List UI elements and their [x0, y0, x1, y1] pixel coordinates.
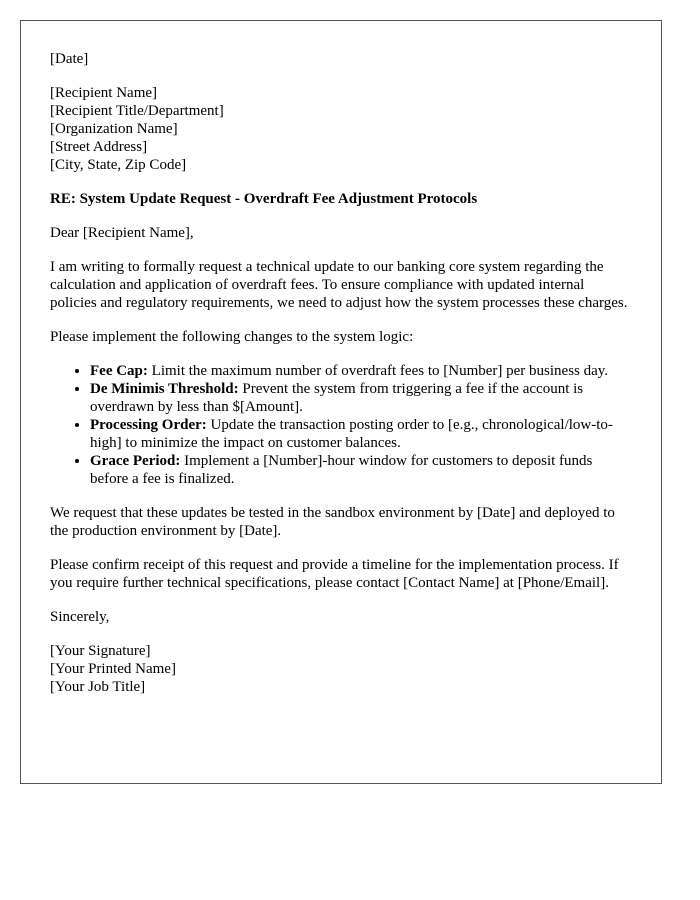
- list-item: [90, 416, 632, 452]
- recipient-organization: [Organization Name]: [50, 121, 178, 137]
- list-item-text: Update the transaction posting order to [e.g., chronological/low-to-high] to minimize the impact on customer balances.: [90, 417, 613, 451]
- recipient-street: [Street Address]: [50, 139, 148, 155]
- list-item: [90, 362, 632, 380]
- list-intro-paragraph: Please implement the following changes to the system logic:: [50, 329, 414, 345]
- list-item-text: Limit the maximum number of overdraft fees to [Number] per business day.: [147, 363, 609, 379]
- list-item: [90, 380, 632, 416]
- job-title: [Your Job Title]: [50, 679, 146, 695]
- recipient-city: [City, State, Zip Code]: [50, 157, 187, 173]
- list-item-term: Processing Order:: [90, 417, 207, 433]
- list-item-term: De Minimis Threshold:: [90, 381, 239, 397]
- letter-date: [Date]: [50, 51, 89, 67]
- signature-placeholder: [Your Signature]: [50, 643, 151, 659]
- intro-paragraph: I am writing to formally request a technical update to our banking core system regarding the calculation and application of overdraft fees. To ensure compliance with updated internal policies and regulatory requirements, we need to adjust how the system processes these charges.: [50, 259, 628, 311]
- list-item-term: Fee Cap:: [90, 363, 148, 379]
- list-item: [90, 452, 632, 488]
- recipient-name: [Recipient Name]: [50, 85, 158, 101]
- confirm-paragraph: Please confirm receipt of this request and provide a timeline for the implementation process. If you require further technical specifications, please contact [Contact Name] at [Phone/Email].: [50, 557, 619, 591]
- closing: Sincerely,: [50, 609, 110, 625]
- testing-paragraph: We request that these updates be tested in the sandbox environment by [Date] and deployed to the production environment by [Date].: [50, 505, 615, 539]
- salutation: Dear [Recipient Name],: [50, 225, 194, 241]
- signature-block: [50, 642, 632, 696]
- subject-line: RE: System Update Request - Overdraft Fee Adjustment Protocols: [50, 191, 478, 207]
- letter-page: [20, 20, 662, 784]
- list-item-text: Implement a [Number]-hour window for customers to deposit funds before a fee is finalized.: [90, 453, 593, 487]
- recipient-title: [Recipient Title/Department]: [50, 103, 224, 119]
- recipient-address: [50, 84, 632, 174]
- list-item-text: Prevent the system from triggering a fee if the account is overdrawn by less than $[Amount].: [90, 381, 584, 415]
- printed-name: [Your Printed Name]: [50, 661, 176, 677]
- list-item-term: Grace Period:: [90, 453, 181, 469]
- changes-list: [50, 362, 632, 488]
